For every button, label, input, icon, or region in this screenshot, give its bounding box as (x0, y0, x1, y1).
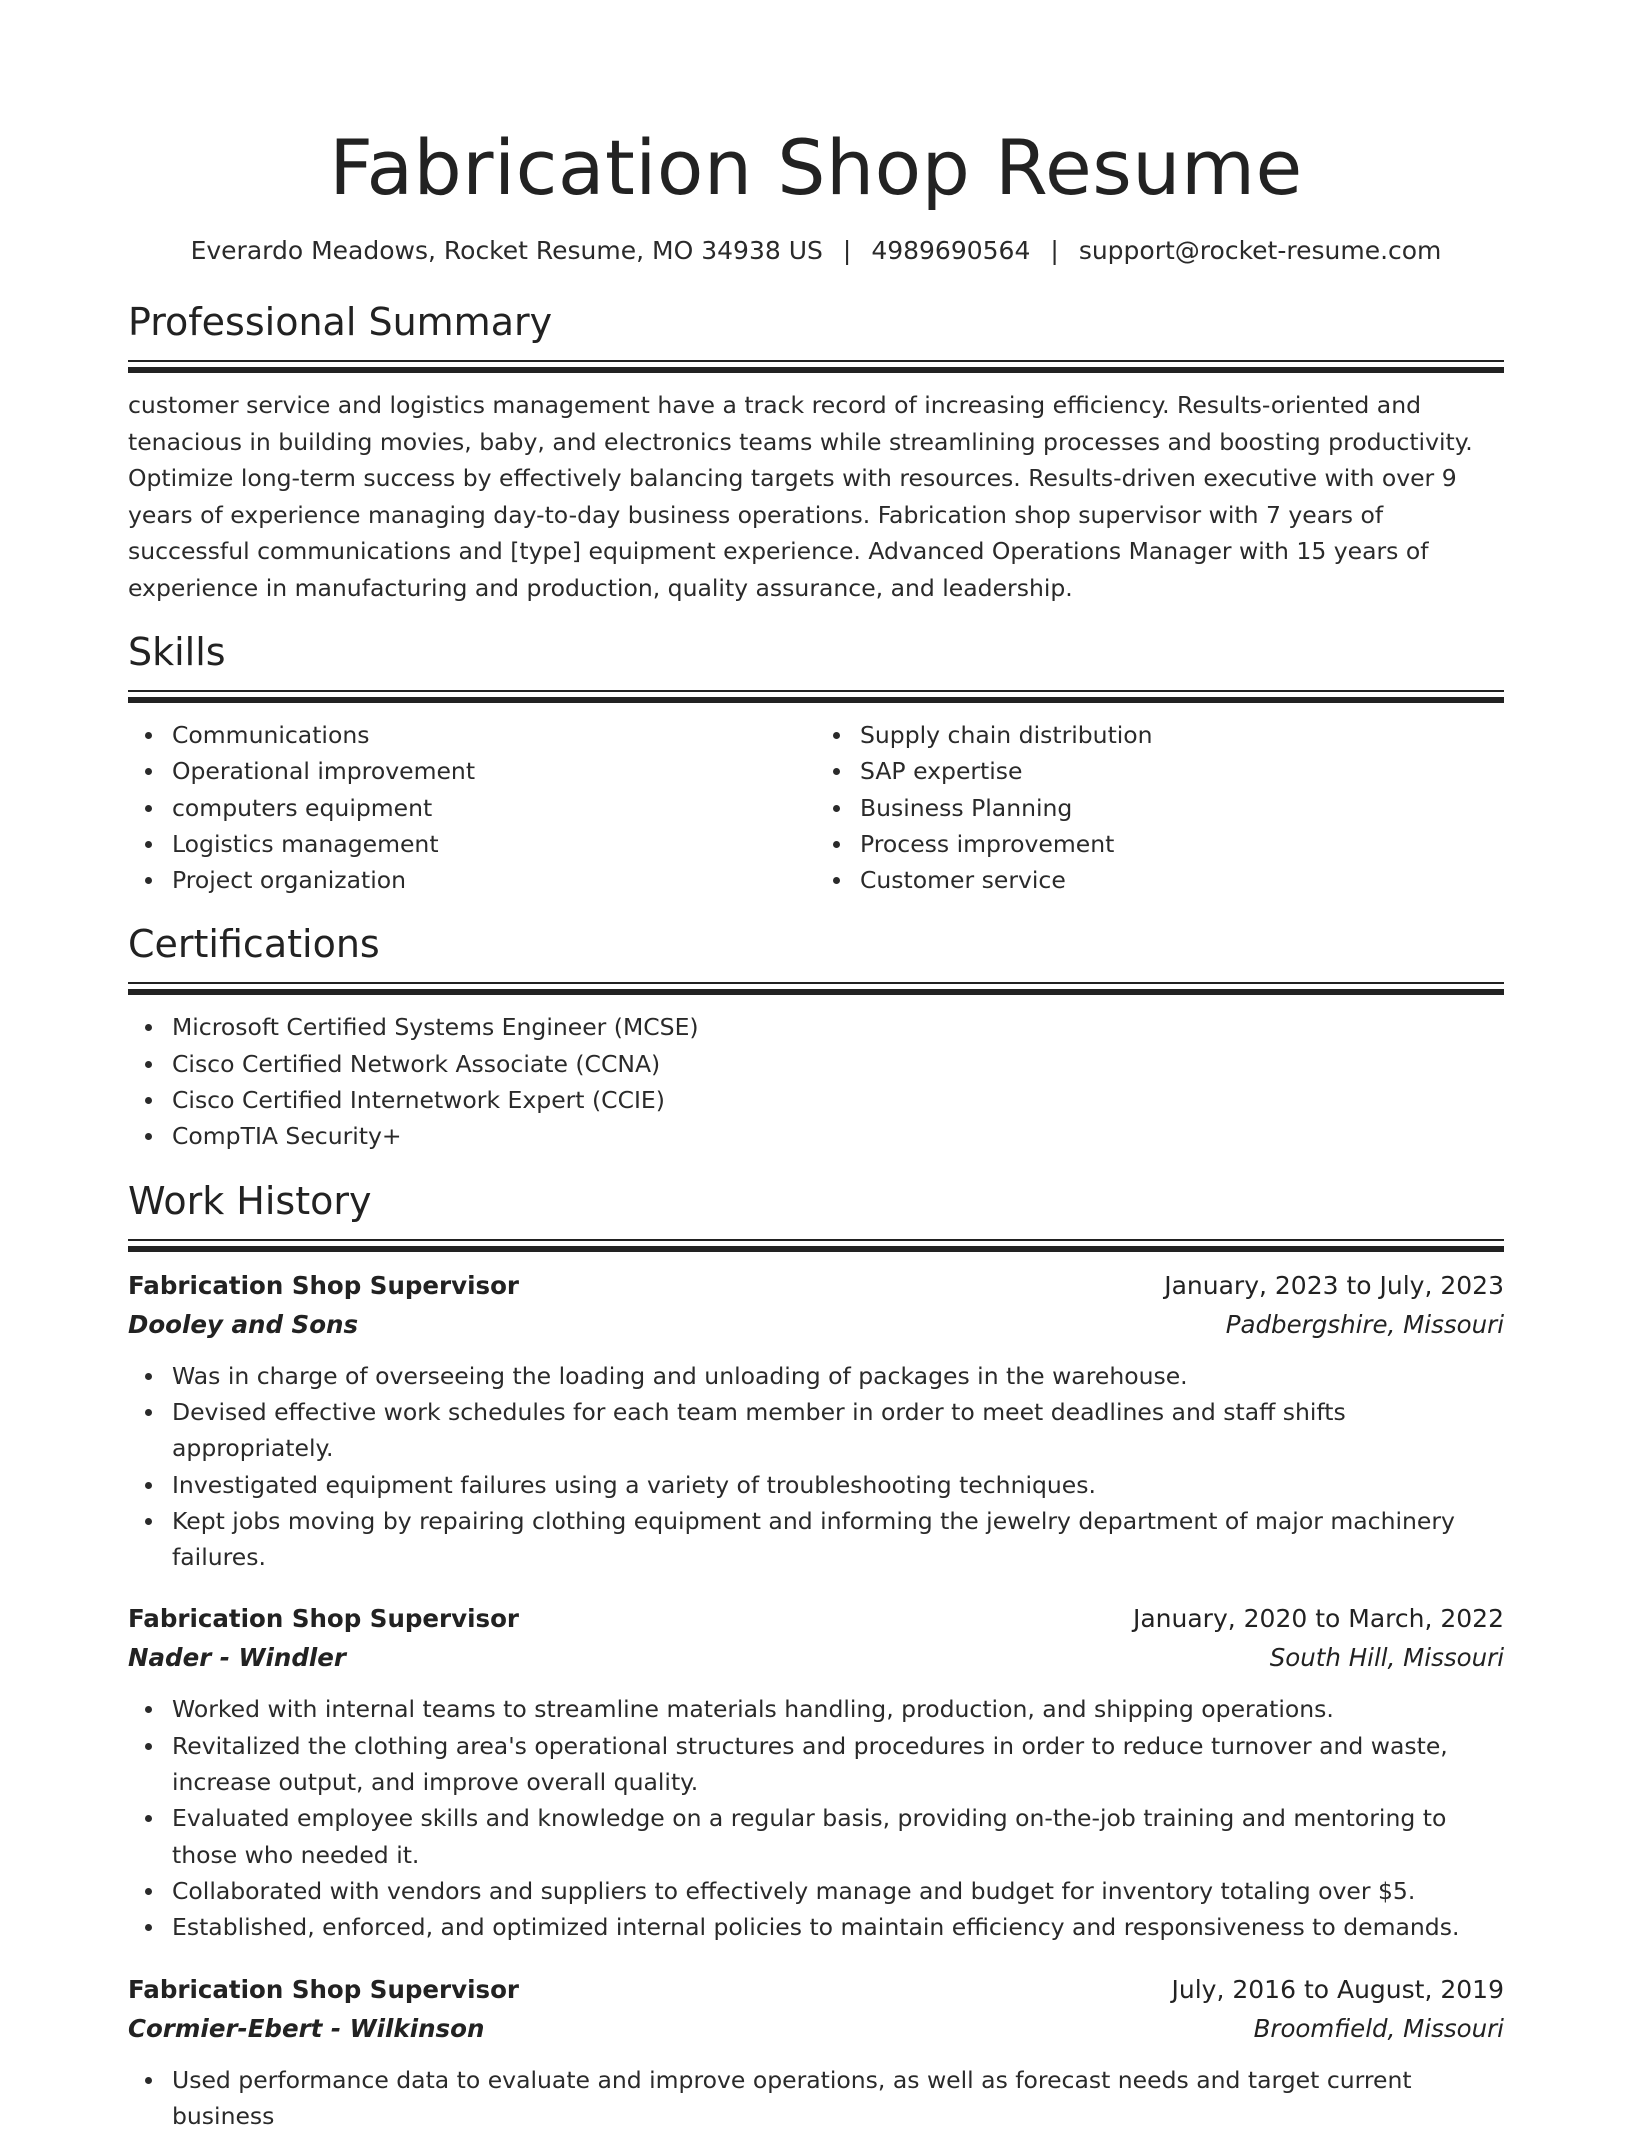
skills-section (128, 628, 1504, 898)
job-dates: July, 2016 to August, 2019 (1171, 1974, 1504, 2004)
job-subheader (128, 1305, 1504, 1344)
job-subheader (128, 2009, 1504, 2048)
skill-item: Project organization (172, 862, 816, 898)
job-bullet: Revitalized the clothing area's operational structures and procedures in order to reduce turnover and waste, increase output, and improve overall quality. (172, 1728, 1504, 1801)
job-bullet: Kept jobs moving by repairing clothing equipment and informing the jewelry department of major machinery failures. (172, 1503, 1504, 1576)
skill-item: Process improvement (860, 826, 1504, 862)
section-heading-work-history: Work History (128, 1178, 372, 1223)
skills-grid (128, 717, 1504, 898)
job-title: Fabrication Shop Supervisor (128, 1270, 519, 1300)
skill-item: Supply chain distribution (860, 717, 1504, 753)
contact-separator: | (842, 236, 852, 265)
skill-item: computers equipment (172, 790, 816, 826)
job-bullets (128, 1691, 1504, 1945)
contact-separator: | (1050, 236, 1059, 265)
job-bullet: Collaborated with vendors and suppliers to effectively manage and budget for inventory totaling over $5. (172, 1873, 1504, 1909)
job-bullet: Devised effective work schedules for each team member in order to meet deadlines and staff shifts appropriately. (172, 1394, 1504, 1467)
certification-item: Microsoft Certified Systems Engineer (MCSE) (172, 1009, 1504, 1045)
job-location: Broomfield, Missouri (1253, 2013, 1504, 2043)
section-heading-summary: Professional Summary (128, 300, 553, 344)
job-bullet: Was in charge of overseeing the loading and unloading of packages in the warehouse. (172, 1358, 1504, 1394)
section-divider (128, 360, 1504, 375)
skill-item: Customer service (860, 862, 1504, 898)
section-divider (128, 1239, 1504, 1254)
job-header (128, 1970, 1504, 2009)
summary-text: customer service and logistics management have a track record of increasing efficiency. Results-oriented and tenacious in building movies, baby, and electronics teams while streamlining processes and boosting productivity. Optimize long-term success by effectively balancing targets with resources. Results-driven executive with over 9 years of experience managing day-to-day business operations. Fabrication shop supervisor with 7 years of successful communications and [type] equipment experience. Advanced Operations Manager with 15 years of experience in manufacturing and production, quality assurance, and leadership. (128, 391, 1473, 602)
skill-item: Business Planning (860, 790, 1504, 826)
job-bullet: Established, enforced, and optimized internal policies to maintain efficiency and responsiveness to demands. (172, 1909, 1504, 1945)
job-bullet: Used performance data to evaluate and improve operations, as well as forecast needs and target current business (172, 2062, 1504, 2134)
skill-item: SAP expertise (860, 753, 1504, 789)
job-entry (128, 1970, 1504, 2134)
job-title: Fabrication Shop Supervisor (128, 1604, 519, 1634)
certification-item: Cisco Certified Network Associate (CCNA) (172, 1046, 1504, 1082)
job-bullets (128, 1358, 1504, 1576)
job-dates: January, 2020 to March, 2022 (1132, 1604, 1504, 1634)
skill-item: Logistics management (172, 826, 816, 862)
job-header (128, 1266, 1504, 1305)
job-location: South Hill, Missouri (1269, 1643, 1504, 1673)
job-dates: January, 2023 to July, 2023 (1164, 1270, 1504, 1300)
certifications-section (128, 920, 1504, 1154)
section-heading-certifications: Certifications (128, 922, 380, 967)
contact-line (128, 234, 1504, 268)
job-location: Padbergshire, Missouri (1225, 1309, 1504, 1339)
job-bullet: Evaluated employee skills and knowledge on a regular basis, providing on-the-job training and mentoring to those who needed it. (172, 1800, 1504, 1873)
job-entry (128, 1266, 1504, 1576)
skill-item: Communications (172, 717, 816, 753)
job-bullet: Investigated equipment failures using a variety of troubleshooting techniques. (172, 1467, 1504, 1503)
skill-item: Operational improvement (172, 753, 816, 789)
contact-phone: 4989690564 (871, 236, 1031, 265)
resume-page (128, 0, 1504, 2134)
summary-section (128, 298, 1504, 606)
skills-list-right (816, 717, 1504, 898)
certification-item: CompTIA Security+ (172, 1118, 1504, 1154)
job-company: Dooley and Sons (128, 1309, 359, 1339)
job-entry (128, 1599, 1504, 1945)
job-subheader (128, 1638, 1504, 1677)
job-bullet: Worked with internal teams to streamline materials handling, production, and shipping operations. (172, 1691, 1504, 1727)
contact-email: support@rocket-resume.com (1078, 236, 1442, 265)
job-header (128, 1599, 1504, 1638)
job-bullets (128, 2062, 1504, 2134)
certifications-list (128, 1009, 1504, 1154)
job-title: Fabrication Shop Supervisor (128, 1974, 519, 2004)
job-company: Cormier-Ebert - Wilkinson (128, 2013, 485, 2043)
certification-item: Cisco Certified Internetwork Expert (CCIE) (172, 1082, 1504, 1118)
job-company: Nader - Windler (128, 1643, 346, 1673)
section-heading-skills: Skills (128, 630, 226, 674)
section-divider (128, 690, 1504, 705)
skills-list-left (128, 717, 816, 898)
resume-title: Fabrication Shop Resume (329, 123, 1303, 212)
section-divider (128, 982, 1504, 997)
contact-address: Everardo Meadows, Rocket Resume, MO 34938 US (190, 236, 823, 265)
work-history-section (128, 1177, 1504, 2134)
